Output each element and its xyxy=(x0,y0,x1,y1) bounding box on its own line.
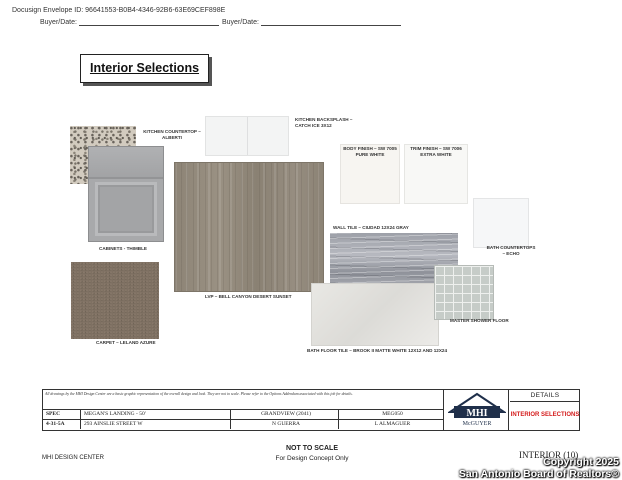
watermark-line-1: Copyright 2025 xyxy=(543,456,619,468)
lot-cell: 4-31-5A xyxy=(43,420,81,429)
logo-text: MHI xyxy=(466,408,488,419)
carpet-label: CARPET – LELAND AZURE xyxy=(96,340,156,345)
copyright-watermark xyxy=(453,456,619,480)
signature-line xyxy=(261,18,401,26)
plan-cell: GRANDVIEW (2041) xyxy=(231,410,339,419)
bath-floor-tile-swatch xyxy=(311,283,439,346)
cabinet-door-panel xyxy=(95,182,157,236)
not-to-scale: NOT TO SCALE xyxy=(286,445,338,452)
lvp-label: LVP – BELL CANYON DESERT SUNSET xyxy=(205,294,292,299)
sheet-id: INTERIOR (10) xyxy=(519,450,579,460)
kitchen-countertop-label: KITCHEN COUNTERTOP – ALBERTI xyxy=(143,129,201,140)
buyer-date-field-2[interactable] xyxy=(222,18,401,26)
master-shower-floor-label: MASTER SHOWER FLOOR xyxy=(450,318,509,323)
page-title-box xyxy=(80,54,209,83)
kitchen-backsplash-label: KITCHEN BACKSPLASH – CATCH ICE 3X12 xyxy=(295,117,353,128)
designer-cell: L ALMAGUER xyxy=(374,421,411,427)
details-box xyxy=(510,390,580,430)
bath-countertops-label: BATH COUNTERTOPS – ECHO xyxy=(486,245,536,256)
mhi-mcguyer-logo xyxy=(448,392,506,430)
job-cell: MEG050 xyxy=(382,411,403,417)
spec-cell: SPEC xyxy=(43,410,81,419)
community-cell: MEGAN'S LANDING - 50' xyxy=(81,410,231,419)
title-block-row xyxy=(43,409,443,419)
bath-floor-tile-label: BATH FLOOR TILE – BROOK II MATTE WHITE 12X12 AND 12X24 xyxy=(307,348,448,353)
trim-finish-label: TRIM FINISH – SW 7006 EXTRA WHITE xyxy=(410,146,462,157)
lvp-flooring-swatch xyxy=(174,162,324,292)
cabinet-drawer-panel xyxy=(89,147,163,179)
title-block xyxy=(42,389,580,431)
disclaimer-note: All drawings by the MHI Design Center are a basic graphic representation of the overall design and look. They are not to scale. Please refer to the Options Addendum associated with this job for details. xyxy=(45,392,353,396)
title-block-row xyxy=(43,419,443,429)
logo-subtext: McGUYER xyxy=(462,421,492,427)
docusign-envelope-id: Docusign Envelope ID: 96641553-B0B4-4346-92B6-63E69CEF898E xyxy=(12,7,226,14)
master-shower-floor-swatch xyxy=(434,265,494,320)
buyer-date-label: Buyer/Date: xyxy=(40,19,77,26)
carpet-swatch xyxy=(71,262,159,339)
cabinets-label: CABINETS - THIMBLE xyxy=(99,246,147,251)
page-title: Interior Selections xyxy=(89,61,200,75)
design-center-label: MHI DESIGN CENTER xyxy=(42,455,105,461)
signature-line xyxy=(79,18,219,26)
bath-countertop-swatch xyxy=(473,198,529,248)
buyer-date-label: Buyer/Date: xyxy=(222,19,259,26)
wall-tile-label: WALL TILE – CIUDAD 12X24 GRAY xyxy=(333,225,409,230)
design-concept-note: For Design Concept Only xyxy=(275,455,349,462)
address-cell: 293 AINSLIE STREET W xyxy=(81,420,231,429)
body-finish-label: BODY FINISH – SW 7005 PURE WHITE xyxy=(343,146,397,157)
details-header: DETAILS xyxy=(510,390,580,402)
agent-cell: N GUERRA xyxy=(231,420,339,429)
kitchen-backsplash-swatch xyxy=(205,116,289,156)
cabinet-door-swatch xyxy=(88,146,164,242)
buyer-date-field-1[interactable] xyxy=(40,18,219,26)
watermark-line-2: San Antonio Board of Realtors® xyxy=(458,468,619,480)
details-value: INTERIOR SELECTIONS xyxy=(510,412,580,418)
